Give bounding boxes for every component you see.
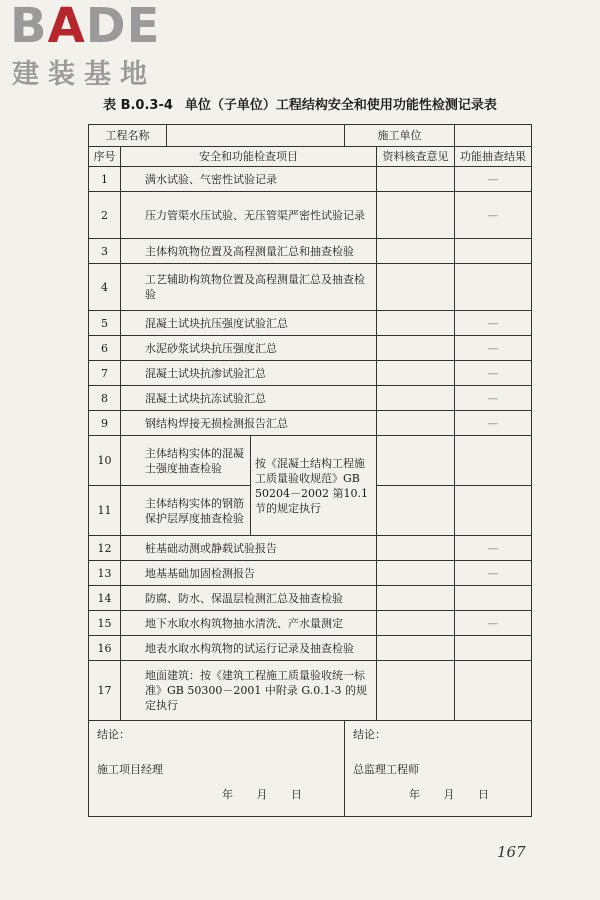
col-item: 安全和功能检查项目 [121, 147, 377, 167]
spot-check-dash: — [455, 411, 532, 436]
table-row: 7 混凝土试块抗渗试验汇总 — [89, 361, 532, 386]
table-row: 1 满水试验、气密性试验记录 — [89, 167, 532, 192]
doc-review-cell[interactable] [377, 411, 455, 436]
table-row: 3 主体构筑物位置及高程测量汇总和抽查检验 [89, 239, 532, 264]
spot-check-dash: — [455, 192, 532, 239]
spot-check-dash: — [455, 311, 532, 336]
doc-review-cell[interactable] [377, 561, 455, 586]
table-row: 17 地面建筑：按《建筑工程施工质量验收统一标准》GB 50300－2001 中附录 G.0.1-3 的规定执行 [89, 661, 532, 721]
table-number: 表 B.0.3-4 [103, 98, 173, 113]
doc-review-cell[interactable] [377, 336, 455, 361]
col-doc-review: 资料核查意见 [377, 147, 455, 167]
doc-review-cell[interactable] [377, 264, 455, 311]
project-name-label: 工程名称 [89, 125, 167, 147]
construction-unit-label: 施工单位 [345, 125, 455, 147]
doc-review-cell[interactable] [377, 611, 455, 636]
table-row: 5 混凝土试块抗压强度试验汇总 — [89, 311, 532, 336]
logo-brand: BADE [10, 0, 161, 54]
chief-supervisor-label: 总监理工程师 [353, 763, 419, 776]
spot-check-cell[interactable] [455, 586, 532, 611]
spot-check-dash: — [455, 536, 532, 561]
doc-review-cell[interactable] [377, 536, 455, 561]
table-row: 14 防腐、防水、保温层检测汇总及抽查检验 [89, 586, 532, 611]
doc-review-cell[interactable] [377, 239, 455, 264]
doc-review-cell[interactable] [377, 436, 455, 486]
doc-review-cell[interactable] [377, 386, 455, 411]
conclusion-label: 结论： [97, 728, 130, 741]
spot-check-dash: — [455, 361, 532, 386]
doc-review-cell[interactable] [377, 167, 455, 192]
spot-check-cell[interactable] [455, 486, 532, 536]
supervisor-conclusion[interactable] [345, 721, 532, 817]
doc-review-cell[interactable] [377, 661, 455, 721]
standard-reference-note: 按《混凝土结构工程施工质量验收规范》GB 50204－2002 第10.1节的规定执行 [251, 436, 377, 536]
table-row: 11 主体结构实体的钢筋保护层厚度抽查检验 [89, 486, 532, 536]
table-title [0, 97, 600, 115]
table-row: 4 工艺辅助构筑物位置及高程测量汇总及抽查检验 [89, 264, 532, 311]
col-spot-check: 功能抽查结果 [455, 147, 532, 167]
table-row: 15 地下水取水构筑物抽水清洗、产水量测定 — [89, 611, 532, 636]
doc-review-cell[interactable] [377, 486, 455, 536]
spot-check-dash: — [455, 386, 532, 411]
col-seq: 序号 [89, 147, 121, 167]
spot-check-cell[interactable] [455, 239, 532, 264]
project-manager-label: 施工项目经理 [97, 763, 163, 776]
page-number: 167 [497, 843, 526, 861]
table-row: 13 地基基础加固检测报告 — [89, 561, 532, 586]
logo-tagline: 建装基地 [12, 59, 156, 90]
column-header-row [89, 147, 532, 167]
spot-check-dash: — [455, 336, 532, 361]
table-row: 8 混凝土试块抗冻试验汇总 — [89, 386, 532, 411]
spot-check-dash: — [455, 561, 532, 586]
table-row: 12 桩基础动测或静载试验报告 — [89, 536, 532, 561]
contractor-conclusion[interactable] [89, 721, 345, 817]
construction-unit-value[interactable] [455, 125, 532, 147]
doc-review-cell[interactable] [377, 636, 455, 661]
bade-logo [8, 0, 178, 92]
spot-check-cell[interactable] [455, 436, 532, 486]
conclusion-label: 结论： [353, 728, 386, 741]
table-row: 10 主体结构实体的混凝土强度抽查检验 按《混凝土结构工程施工质量验收规范》GB 50204－2002 第10.1节的规定执行 [89, 436, 532, 486]
doc-review-cell[interactable] [377, 192, 455, 239]
table-row: 16 地表水取水构筑物的试运行记录及抽查检验 [89, 636, 532, 661]
project-name-value[interactable] [167, 125, 345, 147]
conclusion-row [89, 721, 532, 817]
header-row-project [89, 125, 532, 147]
doc-review-cell[interactable] [377, 311, 455, 336]
table-row: 2 压力管渠水压试验、无压管渠严密性试验记录 — [89, 192, 532, 239]
date-line: 年 月 日 [409, 788, 499, 801]
doc-review-cell[interactable] [377, 586, 455, 611]
spot-check-dash: — [455, 167, 532, 192]
inspection-record-table [88, 124, 532, 817]
spot-check-cell[interactable] [455, 636, 532, 661]
table-title-text: 单位（子单位）工程结构安全和使用功能性检测记录表 [184, 98, 497, 113]
table-row: 9 钢结构焊接无损检测报告汇总 — [89, 411, 532, 436]
spot-check-cell[interactable] [455, 264, 532, 311]
spot-check-dash: — [455, 611, 532, 636]
table-row: 6 水泥砂浆试块抗压强度汇总 — [89, 336, 532, 361]
doc-review-cell[interactable] [377, 361, 455, 386]
date-line: 年 月 日 [222, 788, 312, 801]
spot-check-cell[interactable] [455, 661, 532, 721]
